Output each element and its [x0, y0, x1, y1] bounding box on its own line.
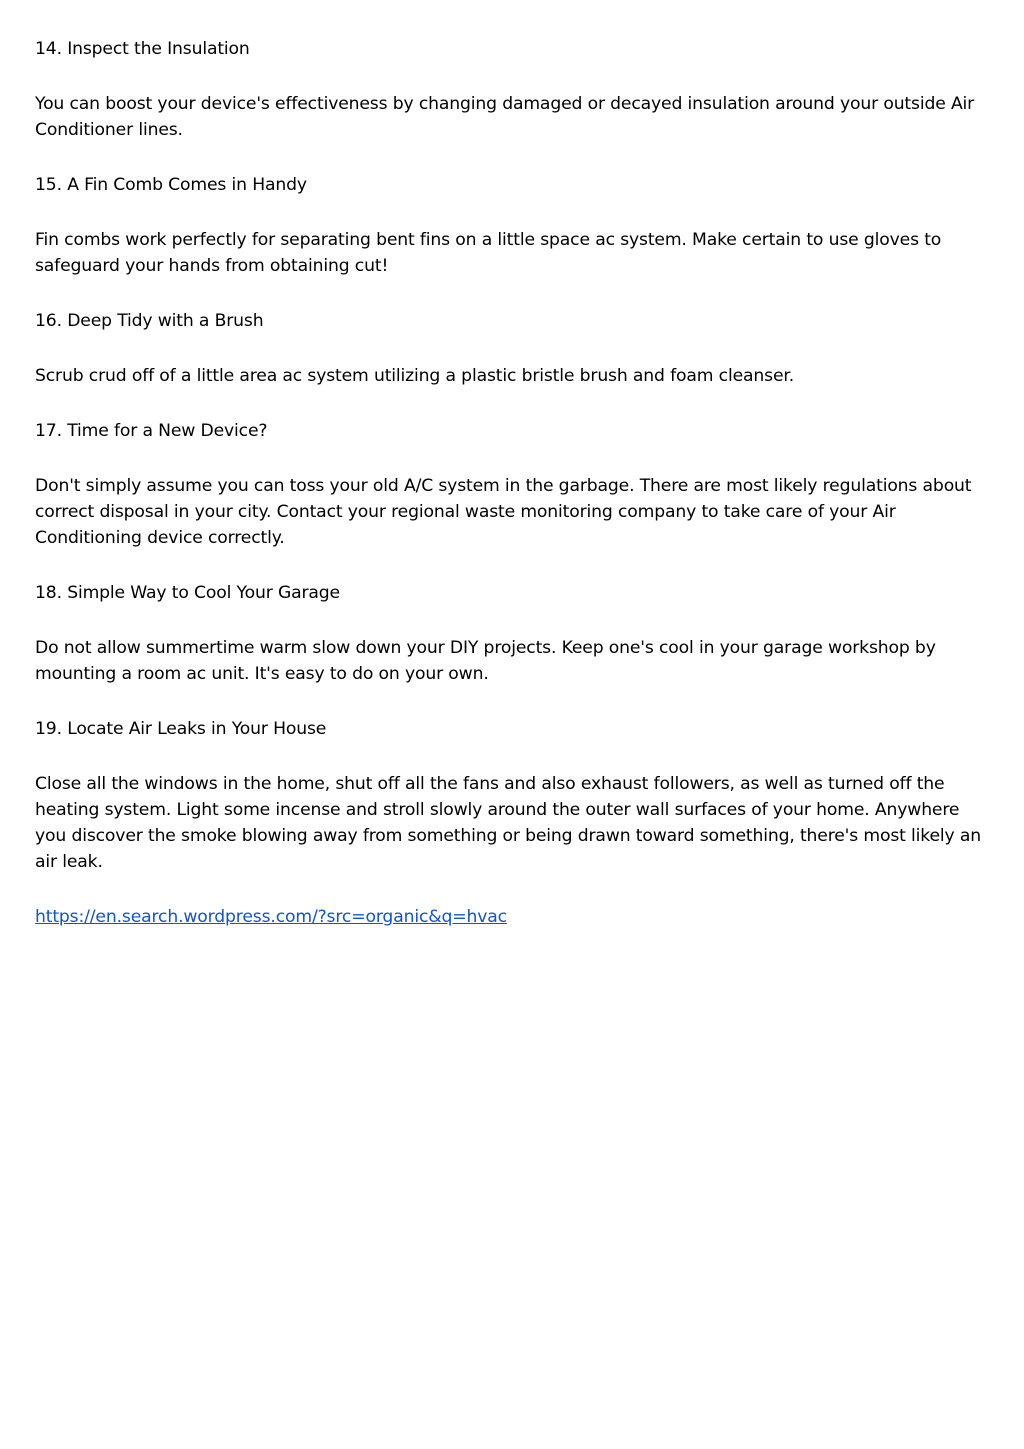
section-body: Close all the windows in the home, shut off all the fans and also exhaust followers, as well as turned off the heating system. Light some incense and stroll slowly around the outer wall surfaces of your home. Anywhere you discover the smoke blowing away from something or being drawn toward something, there's most likely an air leak. [35, 774, 981, 872]
section-body: Fin combs work perfectly for separating bent fins on a little space ac system. Make certain to use gloves to safeguard your hands from obtaining cut! [35, 230, 942, 276]
section-heading: 15. A Fin Comb Comes in Handy [35, 175, 307, 195]
section-heading: 14. Inspect the Insulation [35, 39, 250, 59]
section-body: Scrub crud off of a little area ac system utilizing a plastic bristle brush and foam cleanser. [35, 366, 795, 386]
section-heading: 19. Locate Air Leaks in Your House [35, 719, 327, 739]
section-body: Don't simply assume you can toss your old A/C system in the garbage. There are most likely regulations about correct disposal in your city. Contact your regional waste monitoring company to take care of your Air Conditioning device correctly. [35, 476, 972, 548]
section-body: You can boost your device's effectiveness by changing damaged or decayed insulation around your outside Air Conditioner lines. [35, 94, 975, 140]
source-link[interactable]: https://en.search.wordpress.com/?src=organic&q=hvac [35, 907, 507, 927]
link-paragraph [35, 904, 990, 930]
section-heading: 16. Deep Tidy with a Brush [35, 311, 264, 331]
section-body: Do not allow summertime warm slow down your DIY projects. Keep one's cool in your garage workshop by mounting a room ac unit. It's easy to do on your own. [35, 638, 936, 684]
section-heading: 17. Time for a New Device? [35, 421, 268, 441]
section-heading: 18. Simple Way to Cool Your Garage [35, 583, 340, 603]
